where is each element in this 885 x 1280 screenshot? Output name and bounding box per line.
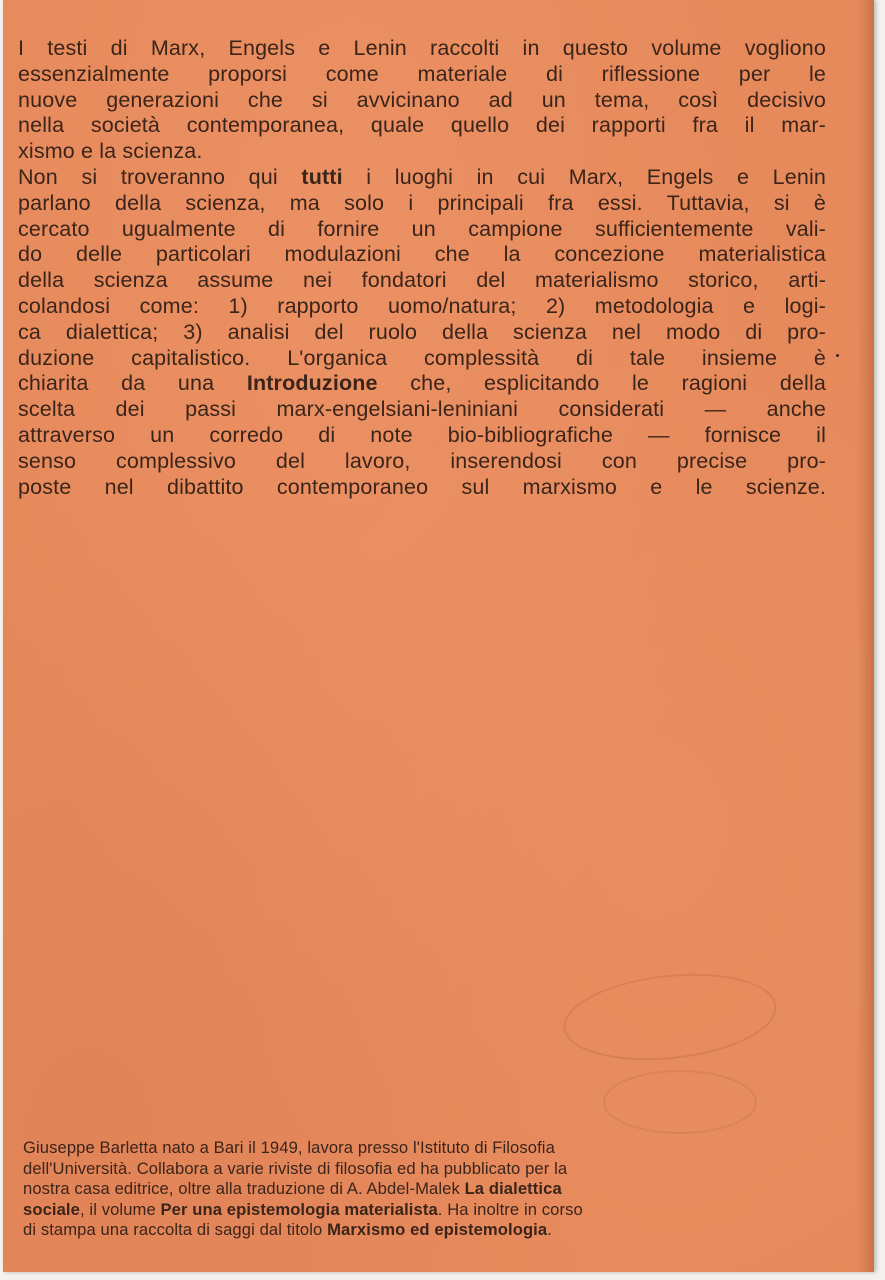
blurb-line: chiarita da una Introduzione che, esplicitando le ragioni della: [18, 371, 826, 396]
blurb-line: nella società contemporanea, quale quello dei rapporti fra il mar-: [18, 113, 826, 138]
book-blurb: [18, 36, 826, 500]
blurb-line: nuove generazioni che si avvicinano ad un tema, così decisivo: [18, 87, 826, 112]
back-cover: [3, 0, 874, 1272]
coffee-stain: [559, 964, 781, 1070]
blurb-line: xismo e la scienza.: [18, 139, 203, 164]
blurb-line: ca dialettica; 3) analisi del ruolo della scienza nel modo di pro-: [18, 319, 826, 344]
bio-line: sociale, il volume Per una epistemologia materialista. Ha inoltre in corso: [23, 1199, 583, 1219]
blurb-line: senso complessivo del lavoro, inserendosi con precise pro-: [18, 448, 826, 473]
blurb-line: duzione capitalistico. L'organica complessità di tale insieme è: [18, 345, 826, 370]
blurb-line: I testi di Marx, Engels e Lenin raccolti in questo volume vogliono: [18, 36, 826, 60]
bio-line: dell'Università. Collabora a varie riviste di filosofia ed ha pubblicato per la: [23, 1158, 568, 1178]
blurb-line: do delle particolari modulazioni che la concezione materialistica: [18, 242, 826, 267]
blurb-line: attraverso un corredo di note bio-bibliografiche — fornisce il: [18, 422, 826, 447]
blurb-line: essenzialmente proporsi come materiale di riflessione per le: [18, 61, 826, 86]
coffee-stain: [603, 1070, 757, 1134]
ink-dot: [836, 354, 839, 357]
blurb-line: colandosi come: 1) rapporto uomo/natura; 2) metodologia e logi-: [18, 293, 826, 318]
blurb-line: Non si troveranno qui tutti i luoghi in cui Marx, Engels e Lenin: [18, 164, 826, 189]
bio-line: Giuseppe Barletta nato a Bari il 1949, lavora presso l'Istituto di Filosofia: [23, 1138, 555, 1157]
blurb-line: parlano della scienza, ma solo i principali fra essi. Tuttavia, si è: [18, 190, 826, 215]
author-bio: [23, 1138, 835, 1241]
blurb-line: poste nel dibattito contemporaneo sul marxismo e le scienze.: [18, 474, 826, 499]
spine-shadow: [857, 0, 871, 1272]
blurb-line: della scienza assume nei fondatori del materialismo storico, arti-: [18, 268, 826, 293]
blurb-line: cercato ugualmente di fornire un campione sufficientemente vali-: [18, 216, 826, 241]
blurb-line: scelta dei passi marx-engelsiani-leniniani considerati — anche: [18, 397, 826, 422]
bio-line: nostra casa editrice, oltre alla traduzione di A. Abdel-Malek La dialettica: [23, 1179, 562, 1199]
bio-line: di stampa una raccolta di saggi dal titolo Marxismo ed epistemologia.: [23, 1220, 552, 1240]
